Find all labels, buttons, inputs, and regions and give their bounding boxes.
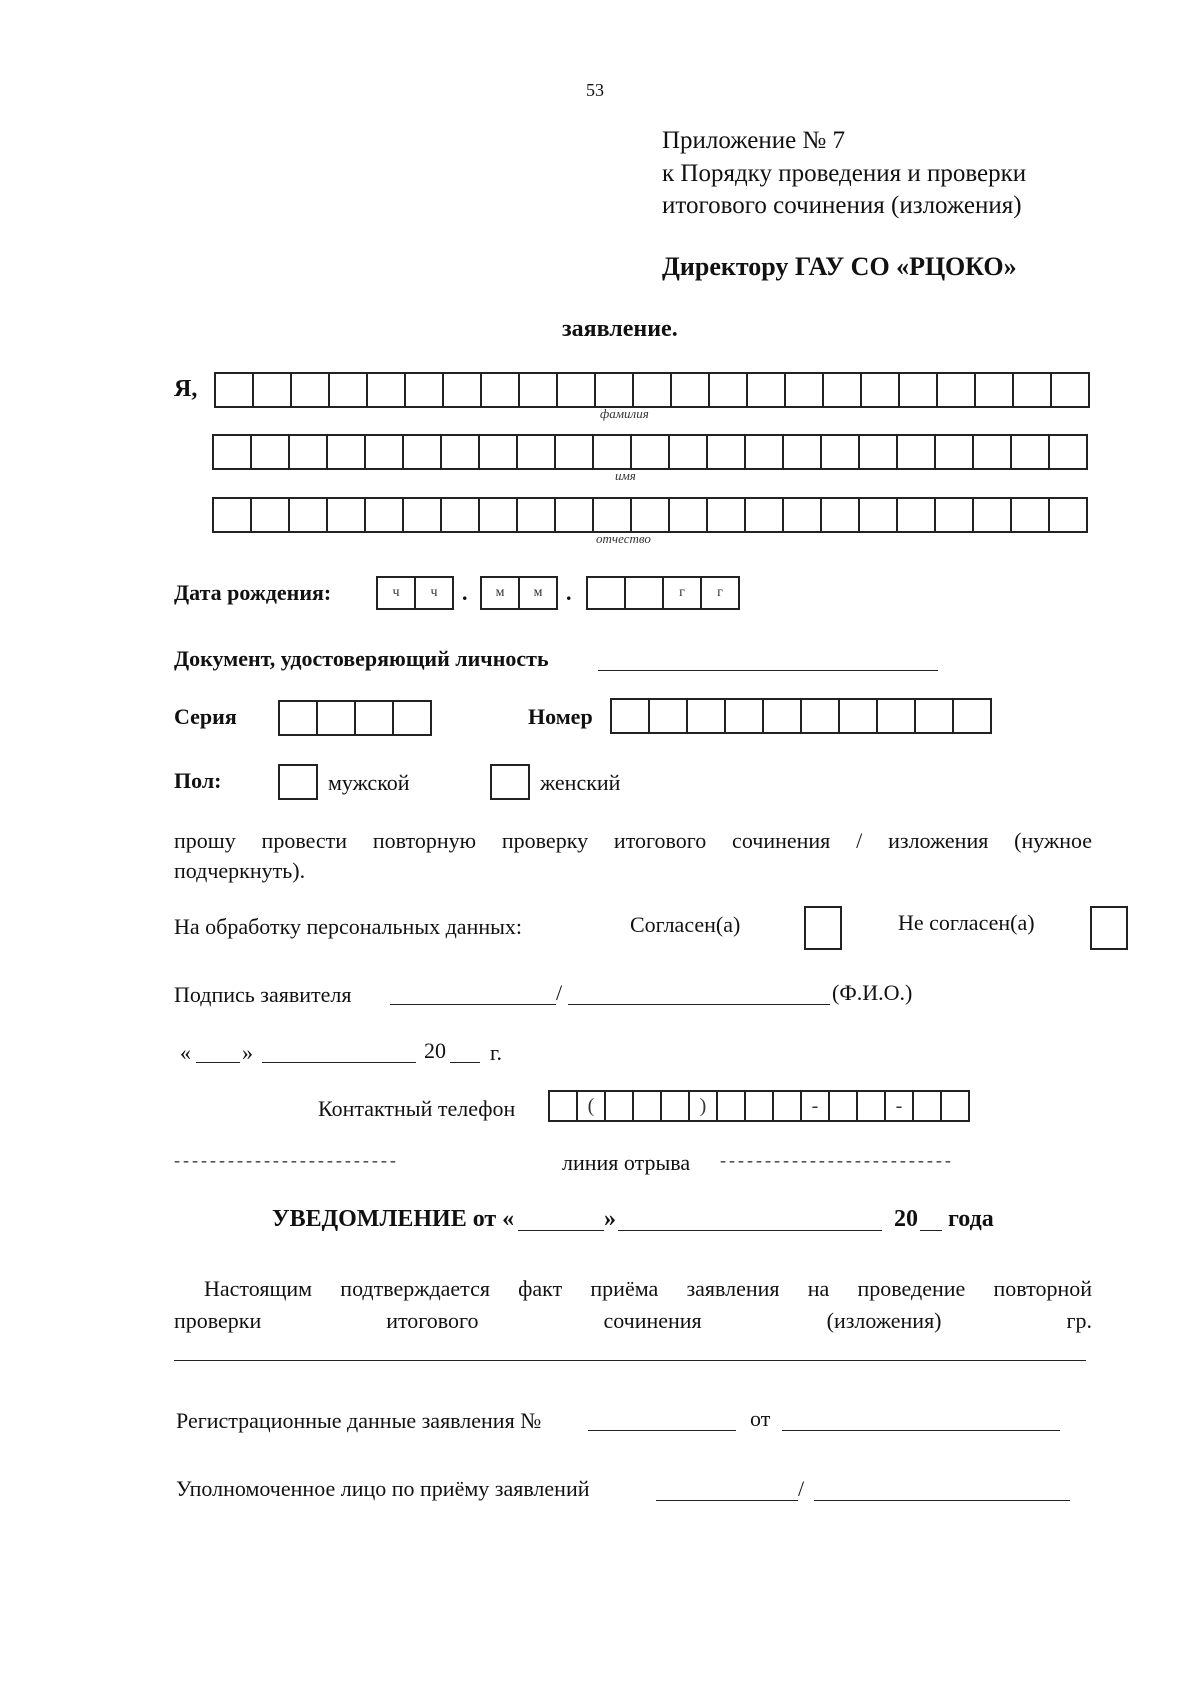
registration-number-field[interactable] bbox=[588, 1430, 736, 1431]
signature-fio-field[interactable] bbox=[568, 1004, 830, 1005]
appendix-title: Приложение № 7 bbox=[662, 127, 846, 154]
patronymic-cell[interactable] bbox=[212, 497, 252, 533]
notification-close-quote: » bbox=[604, 1206, 616, 1232]
name-cell[interactable] bbox=[288, 434, 328, 470]
phone-digit-cell[interactable] bbox=[604, 1090, 634, 1122]
patronymic-cell[interactable] bbox=[478, 497, 518, 533]
appendix-line-2: к Порядку проведения и проверки bbox=[662, 160, 1027, 187]
number-cell[interactable] bbox=[762, 698, 802, 734]
appendix-line-3: итогового сочинения (изложения) bbox=[662, 192, 1022, 219]
phone-separator-cell[interactable]: - bbox=[884, 1090, 914, 1122]
surname-cell[interactable] bbox=[328, 372, 368, 408]
name-cell[interactable] bbox=[744, 434, 784, 470]
consent-agree-checkbox[interactable] bbox=[804, 906, 842, 950]
page-number: 53 bbox=[586, 80, 604, 100]
name-cell[interactable] bbox=[402, 434, 442, 470]
series-label: Серия bbox=[174, 704, 237, 729]
consent-label: На обработку персональных данных: bbox=[174, 914, 523, 939]
date-day-field[interactable] bbox=[196, 1062, 240, 1063]
number-cell[interactable] bbox=[952, 698, 992, 734]
phone-digit-cell[interactable] bbox=[912, 1090, 942, 1122]
surname-cell[interactable] bbox=[822, 372, 862, 408]
registration-date-field[interactable] bbox=[782, 1430, 1060, 1431]
tear-line-label: линия отрыва bbox=[562, 1150, 691, 1175]
authorized-name-field[interactable] bbox=[814, 1500, 1070, 1501]
gender-label: Пол: bbox=[174, 768, 222, 793]
name-cell[interactable] bbox=[1010, 434, 1050, 470]
consent-disagree-checkbox[interactable] bbox=[1090, 906, 1128, 950]
birth-year-cell[interactable] bbox=[586, 576, 626, 610]
notification-word: гр. bbox=[1066, 1308, 1092, 1333]
name-cell[interactable] bbox=[630, 434, 670, 470]
phone-digit-cell[interactable] bbox=[940, 1090, 970, 1122]
patronymic-cell[interactable] bbox=[668, 497, 708, 533]
number-label: Номер bbox=[528, 704, 593, 729]
series-cell[interactable] bbox=[278, 700, 318, 736]
phone-cells[interactable] bbox=[548, 1090, 970, 1122]
date-month-field[interactable] bbox=[262, 1062, 416, 1063]
signature-field[interactable] bbox=[390, 1004, 556, 1005]
notification-word: (изложения) bbox=[826, 1308, 942, 1333]
notification-word: итогового bbox=[386, 1308, 479, 1333]
birth-day-cell[interactable]: ч bbox=[376, 576, 416, 610]
name-cell[interactable] bbox=[250, 434, 290, 470]
notification-year-suffix: года bbox=[948, 1206, 994, 1232]
citizen-name-field[interactable] bbox=[174, 1360, 1086, 1361]
name-cell[interactable] bbox=[972, 434, 1012, 470]
date-year-field[interactable] bbox=[450, 1062, 480, 1063]
notification-day-field[interactable] bbox=[518, 1230, 604, 1231]
authorized-signature-field[interactable] bbox=[656, 1500, 798, 1501]
date-close-quote: » bbox=[242, 1040, 253, 1065]
surname-cell[interactable] bbox=[594, 372, 634, 408]
surname-cell[interactable] bbox=[1050, 372, 1090, 408]
name-cell[interactable] bbox=[820, 434, 860, 470]
name-cell[interactable] bbox=[896, 434, 936, 470]
number-cell[interactable] bbox=[686, 698, 726, 734]
document-label: Документ, удостоверяющий личность bbox=[174, 646, 549, 671]
name-cell[interactable] bbox=[440, 434, 480, 470]
phone-digit-cell[interactable] bbox=[744, 1090, 774, 1122]
registration-from-label: от bbox=[750, 1406, 771, 1431]
patronymic-cell[interactable] bbox=[1010, 497, 1050, 533]
surname-cell[interactable] bbox=[746, 372, 786, 408]
series-cell[interactable] bbox=[316, 700, 356, 736]
birth-year-cell[interactable] bbox=[624, 576, 664, 610]
birth-date-label: Дата рождения: bbox=[174, 580, 332, 605]
notification-title: УВЕДОМЛЕНИЕ от « bbox=[272, 1206, 515, 1232]
date-separator: . bbox=[462, 580, 468, 605]
name-cell[interactable] bbox=[212, 434, 252, 470]
surname-cell[interactable] bbox=[784, 372, 824, 408]
name-prefix: Я, bbox=[174, 376, 198, 402]
patronymic-cell[interactable] bbox=[858, 497, 898, 533]
phone-digit-cell[interactable] bbox=[828, 1090, 858, 1122]
phone-separator-cell[interactable]: ) bbox=[688, 1090, 718, 1122]
surname-cell[interactable] bbox=[214, 372, 254, 408]
phone-digit-cell[interactable] bbox=[660, 1090, 690, 1122]
notification-year-field[interactable] bbox=[920, 1230, 942, 1231]
number-cell[interactable] bbox=[610, 698, 650, 734]
birth-day-cells[interactable] bbox=[376, 576, 454, 610]
notification-text-line-2 bbox=[174, 1308, 1092, 1334]
date-separator: . bbox=[566, 580, 572, 605]
patronymic-cell[interactable] bbox=[934, 497, 974, 533]
date-open-quote: « bbox=[180, 1040, 191, 1065]
number-cell[interactable] bbox=[648, 698, 688, 734]
patronymic-cells[interactable] bbox=[212, 497, 1088, 533]
surname-cell[interactable] bbox=[708, 372, 748, 408]
male-checkbox[interactable] bbox=[278, 764, 318, 800]
name-caption: имя bbox=[615, 468, 636, 483]
phone-separator-cell[interactable]: ( bbox=[576, 1090, 606, 1122]
patronymic-cell[interactable] bbox=[972, 497, 1012, 533]
phone-digit-cell[interactable] bbox=[716, 1090, 746, 1122]
name-cell[interactable] bbox=[782, 434, 822, 470]
name-cell[interactable] bbox=[1048, 434, 1088, 470]
surname-cell[interactable] bbox=[480, 372, 520, 408]
patronymic-cell[interactable] bbox=[554, 497, 594, 533]
patronymic-cell[interactable] bbox=[592, 497, 632, 533]
surname-cell[interactable] bbox=[1012, 372, 1052, 408]
birth-year-cells[interactable] bbox=[586, 576, 740, 610]
tear-line-right: -------------------------- bbox=[720, 1150, 954, 1170]
surname-cell[interactable] bbox=[442, 372, 482, 408]
patronymic-cell[interactable] bbox=[516, 497, 556, 533]
patronymic-cell[interactable] bbox=[896, 497, 936, 533]
name-cell[interactable] bbox=[592, 434, 632, 470]
signature-slash: / bbox=[556, 980, 563, 1005]
patronymic-cell[interactable] bbox=[326, 497, 366, 533]
name-cell[interactable] bbox=[858, 434, 898, 470]
addressee: Директору ГАУ СО «РЦОКО» bbox=[662, 252, 1017, 281]
name-cell[interactable] bbox=[934, 434, 974, 470]
surname-cell[interactable] bbox=[632, 372, 672, 408]
phone-digit-cell[interactable] bbox=[632, 1090, 662, 1122]
registration-label: Регистрационные данные заявления № bbox=[176, 1408, 542, 1433]
name-cell[interactable] bbox=[706, 434, 746, 470]
consent-disagree-label: Не согласен(а) bbox=[898, 910, 1035, 935]
female-checkbox[interactable] bbox=[490, 764, 530, 800]
male-label: мужской bbox=[328, 770, 410, 795]
birth-month-cell[interactable]: м bbox=[518, 576, 558, 610]
authorized-person-label: Уполномоченное лицо по приёму заявлений bbox=[176, 1476, 590, 1501]
notification-month-field[interactable] bbox=[618, 1230, 882, 1231]
surname-cell[interactable] bbox=[518, 372, 558, 408]
phone-digit-cell[interactable] bbox=[772, 1090, 802, 1122]
notification-word: проверки bbox=[174, 1308, 262, 1333]
name-cell[interactable] bbox=[364, 434, 404, 470]
patronymic-cell[interactable] bbox=[364, 497, 404, 533]
surname-cell[interactable] bbox=[252, 372, 292, 408]
series-cell[interactable] bbox=[392, 700, 432, 736]
birth-month-cell[interactable]: м bbox=[480, 576, 520, 610]
document-field[interactable] bbox=[598, 670, 938, 671]
name-cells[interactable] bbox=[212, 434, 1088, 470]
patronymic-cell[interactable] bbox=[250, 497, 290, 533]
patronymic-caption: отчество bbox=[596, 531, 651, 546]
patronymic-cell[interactable] bbox=[630, 497, 670, 533]
surname-cell[interactable] bbox=[366, 372, 406, 408]
phone-digit-cell[interactable] bbox=[856, 1090, 886, 1122]
number-cell[interactable] bbox=[800, 698, 840, 734]
surname-cell[interactable] bbox=[898, 372, 938, 408]
surname-cell[interactable] bbox=[974, 372, 1014, 408]
name-cell[interactable] bbox=[668, 434, 708, 470]
notification-year-prefix: 20 bbox=[894, 1206, 918, 1232]
surname-cells[interactable] bbox=[214, 372, 1090, 408]
birth-day-cell[interactable]: ч bbox=[414, 576, 454, 610]
number-cell[interactable] bbox=[724, 698, 764, 734]
patronymic-cell[interactable] bbox=[706, 497, 746, 533]
notification-text-line-1: Настоящим подтверждается факт приёма заявления на проведение повторной bbox=[204, 1276, 1092, 1301]
surname-cell[interactable] bbox=[556, 372, 596, 408]
surname-cell[interactable] bbox=[860, 372, 900, 408]
series-cell[interactable] bbox=[354, 700, 394, 736]
surname-cell[interactable] bbox=[404, 372, 444, 408]
surname-cell[interactable] bbox=[936, 372, 976, 408]
date-year-suffix: г. bbox=[490, 1040, 503, 1065]
birth-year-cell[interactable]: г bbox=[662, 576, 702, 610]
patronymic-cell[interactable] bbox=[440, 497, 480, 533]
authorized-slash: / bbox=[798, 1476, 805, 1501]
name-cell[interactable] bbox=[478, 434, 518, 470]
request-text-line-2: подчеркнуть). bbox=[174, 858, 306, 883]
birth-month-cells[interactable] bbox=[480, 576, 558, 610]
phone-separator-cell[interactable]: - bbox=[800, 1090, 830, 1122]
number-cell[interactable] bbox=[838, 698, 878, 734]
patronymic-cell[interactable] bbox=[744, 497, 784, 533]
signature-fio-label: (Ф.И.О.) bbox=[832, 980, 913, 1005]
name-cell[interactable] bbox=[516, 434, 556, 470]
name-cell[interactable] bbox=[554, 434, 594, 470]
surname-cell[interactable] bbox=[670, 372, 710, 408]
consent-agree-label: Согласен(а) bbox=[630, 912, 741, 937]
number-cells[interactable] bbox=[610, 698, 992, 734]
patronymic-cell[interactable] bbox=[288, 497, 328, 533]
form-title: заявление. bbox=[562, 316, 678, 342]
surname-caption: фамилия bbox=[600, 406, 649, 421]
date-year-prefix: 20 bbox=[424, 1038, 446, 1063]
surname-cell[interactable] bbox=[290, 372, 330, 408]
notification-word: сочинения bbox=[603, 1308, 702, 1333]
number-cell[interactable] bbox=[876, 698, 916, 734]
phone-label: Контактный телефон bbox=[318, 1096, 516, 1121]
patronymic-cell[interactable] bbox=[782, 497, 822, 533]
request-text-line-1: прошу провести повторную проверку итогового сочинения / изложения (нужное bbox=[174, 828, 1092, 853]
tear-line-left: ------------------------- bbox=[174, 1150, 399, 1170]
patronymic-cell[interactable] bbox=[1048, 497, 1088, 533]
phone-digit-cell[interactable] bbox=[548, 1090, 578, 1122]
name-cell[interactable] bbox=[326, 434, 366, 470]
number-cell[interactable] bbox=[914, 698, 954, 734]
patronymic-cell[interactable] bbox=[402, 497, 442, 533]
birth-year-cell[interactable]: г bbox=[700, 576, 740, 610]
signature-label: Подпись заявителя bbox=[174, 982, 352, 1007]
series-cells[interactable] bbox=[278, 700, 432, 736]
female-label: женский bbox=[540, 770, 621, 795]
patronymic-cell[interactable] bbox=[820, 497, 860, 533]
